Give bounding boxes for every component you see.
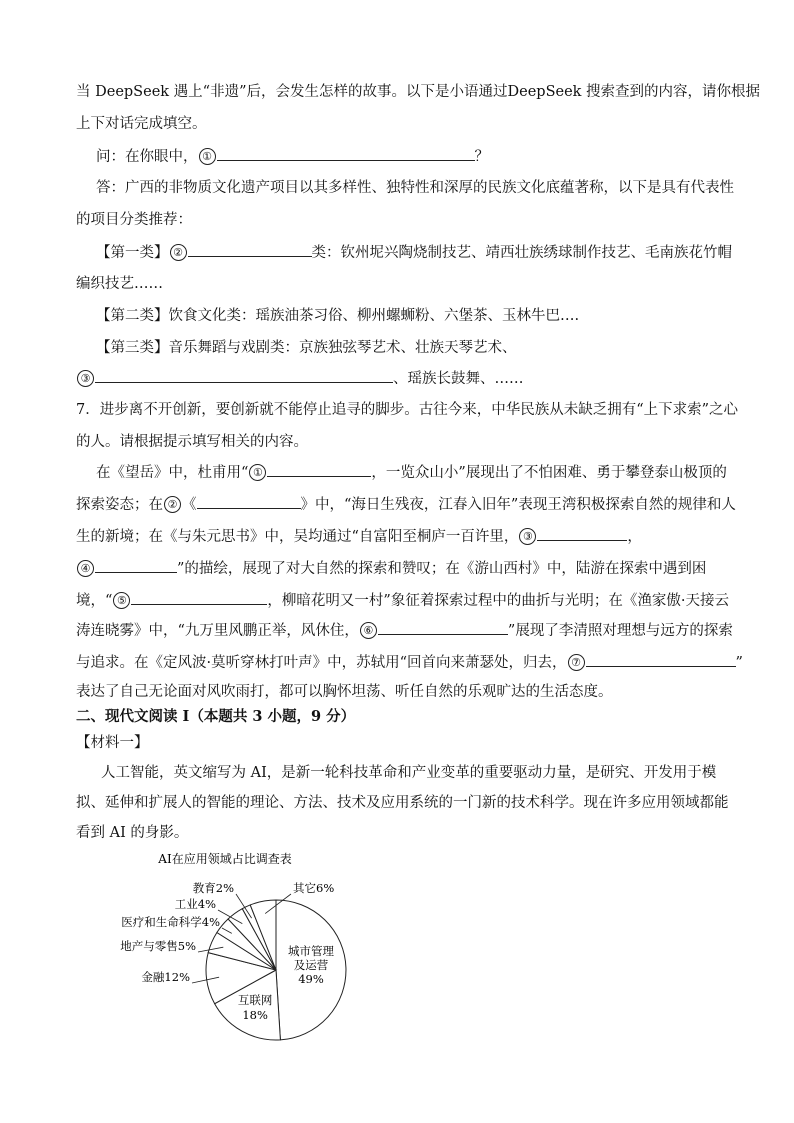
q7-blank-5[interactable] bbox=[131, 590, 267, 605]
q7-text-8a: 涛连晓雾》中，“九万里风鹏正举，风休住， bbox=[76, 623, 359, 639]
q7-line-3 bbox=[96, 462, 727, 483]
q7-text-9a: 与追求。在《定风波·莫听穿林打叶声》中，苏轼用“回首向来萧瑟处，归去， bbox=[76, 655, 567, 671]
q7-blank-4[interactable] bbox=[95, 558, 177, 573]
circled-number-3: ③ bbox=[77, 370, 94, 387]
category-3-tail: 、瑶族长鼓舞、…… bbox=[393, 371, 524, 387]
q7-line-10: 表达了自己无论面对风吹雨打，都可以胸怀坦荡、听任自然的乐观旷达的生活态度。 bbox=[76, 684, 613, 700]
pie-label-1: 互联网 bbox=[237, 993, 273, 1007]
q7-text-3a: 在《望岳》中，杜甫用“ bbox=[96, 465, 249, 481]
material-label: 【材料一】 bbox=[76, 735, 149, 751]
answer-blank-2[interactable] bbox=[188, 242, 312, 257]
material-para-line-2: 拟、延伸和扩展人的智能的理论、方法、技术及应用系统的一门新的技术科学。现在许多应用领域都能 bbox=[76, 795, 729, 811]
category-1-line bbox=[96, 242, 732, 263]
pie-chart bbox=[80, 848, 380, 1058]
q7-blank-2[interactable] bbox=[197, 494, 301, 509]
pie-label-0-line-1: 及运营 bbox=[293, 957, 329, 972]
category-2-line: 【第二类】饮食文化类：瑶族油茶习俗、柳州螺蛳粉、六堡茶、玉林牛巴…. bbox=[96, 308, 580, 324]
q7-blank-6[interactable] bbox=[378, 620, 508, 635]
q7-line-4 bbox=[76, 494, 736, 515]
q7-line-2: 的人。请根据提示填写相关的内容。 bbox=[76, 434, 308, 450]
q7-line-5 bbox=[76, 526, 642, 547]
category-1-suffix: 类：钦州坭兴陶烧制技艺、靖西壮族绣球制作技艺、毛南族花竹帽 bbox=[311, 245, 732, 261]
question-prefix: 问：在你眼中， bbox=[96, 149, 198, 165]
answer-line-1: 答：广西的非物质文化遗产项目以其多样性、独特性和深厚的民族文化底蕴著称，以下是具有代表性 bbox=[96, 180, 734, 196]
q7-blank-3[interactable] bbox=[537, 526, 627, 541]
pie-label-2: 金融12% bbox=[141, 970, 190, 984]
q7-text-4a: 探索姿态；在 bbox=[76, 497, 163, 513]
category-1-prefix: 【第一类】 bbox=[96, 245, 169, 261]
category-3-line: 【第三类】音乐舞蹈与戏剧类：京族独弦琴艺术、壮族天琴艺术、 bbox=[96, 340, 517, 356]
answer-line-2: 的项目分类推荐： bbox=[76, 212, 192, 228]
q7-line-6 bbox=[76, 558, 706, 579]
q7-text-5b: ， bbox=[627, 529, 642, 545]
q7-text-9b: ” bbox=[735, 655, 743, 671]
section-heading: 二、现代文阅读 I（本题共 3 小题，9 分） bbox=[76, 708, 356, 725]
circled-number-q7-5: ⑤ bbox=[113, 592, 130, 609]
answer-blank-3[interactable] bbox=[95, 368, 393, 383]
q7-blank-7[interactable] bbox=[586, 652, 736, 667]
circled-number-q7-6: ⑥ bbox=[360, 622, 377, 639]
chart-title: AI在应用领域占比调查表 bbox=[158, 852, 292, 866]
pie-label-0-line-0: 城市管理 bbox=[288, 943, 334, 958]
answer-blank-1[interactable] bbox=[217, 146, 475, 161]
pie-label-6: 教育2% bbox=[192, 881, 234, 895]
intro-line-1: 当 DeepSeek 遇上“非遗”后，会发生怎样的故事。以下是小语通过DeepSeek 搜索查到的内容，请你根据 bbox=[76, 84, 761, 100]
circled-number-q7-3: ③ bbox=[519, 528, 536, 545]
pie-label-3: 地产与零售5% bbox=[120, 939, 196, 953]
category-3-continued bbox=[76, 368, 524, 389]
category-1-continued: 编织技艺…… bbox=[76, 276, 163, 292]
material-para-line-1: 人工智能，英文缩写为 AI，是新一轮科技革命和产业变革的重要驱动力量，是研究、开发用于模 bbox=[101, 765, 717, 781]
pie-label-4: 医疗和生命科学4% bbox=[121, 915, 220, 929]
q7-line-1: 7．进步离不开创新，要创新就不能停止追寻的脚步。古往今来，中华民族从未缺乏拥有“上下求索”之心 bbox=[76, 402, 739, 418]
pie-value-0: 49% bbox=[298, 971, 324, 986]
q7-text-5a: 生的新境；在《与朱元思书》中，吴均通过“自富阳至桐庐一百许里， bbox=[76, 529, 519, 545]
q7-text-7b: ，柳暗花明又一村”象征着探索过程中的曲折与光明；在《渔家傲·天接云 bbox=[267, 593, 729, 609]
circled-number-1: ① bbox=[199, 148, 216, 165]
pie-label-7: 其它6% bbox=[293, 881, 335, 895]
pie-label-5: 工业4% bbox=[174, 897, 216, 911]
q7-text-6b: ”的描绘，展现了对大自然的探索和赞叹；在《游山西村》中，陆游在探索中遇到困 bbox=[177, 561, 707, 577]
q7-text-4c: 》中，“海日生残夜，江春入旧年”表现王湾积极探索自然的规律和人 bbox=[300, 497, 736, 513]
circled-number-q7-7: ⑦ bbox=[568, 654, 585, 671]
intro-line-2: 上下对话完成填空。 bbox=[76, 116, 207, 132]
material-para-line-3: 看到 AI 的身影。 bbox=[76, 825, 189, 841]
circled-number-2: ② bbox=[170, 244, 187, 261]
q7-text-3b: ，一览众山小”展现出了不怕困难、勇于攀登泰山极顶的 bbox=[371, 465, 727, 481]
pie-value-1: 18% bbox=[242, 1008, 268, 1022]
circled-number-q7-1: ① bbox=[249, 464, 266, 481]
question-suffix: ？ bbox=[474, 149, 489, 165]
question-line bbox=[96, 146, 489, 167]
circled-number-q7-4: ④ bbox=[77, 560, 94, 577]
q7-line-7 bbox=[76, 590, 729, 611]
q7-line-9 bbox=[76, 652, 743, 673]
circled-number-q7-2: ② bbox=[164, 496, 181, 513]
q7-text-8b: ”展现了李清照对理想与远方的探索 bbox=[507, 623, 733, 639]
q7-text-4b: 《 bbox=[182, 497, 197, 513]
q7-line-8 bbox=[76, 620, 733, 641]
q7-blank-1[interactable] bbox=[267, 462, 371, 477]
q7-text-7a: 境，“ bbox=[76, 593, 113, 609]
